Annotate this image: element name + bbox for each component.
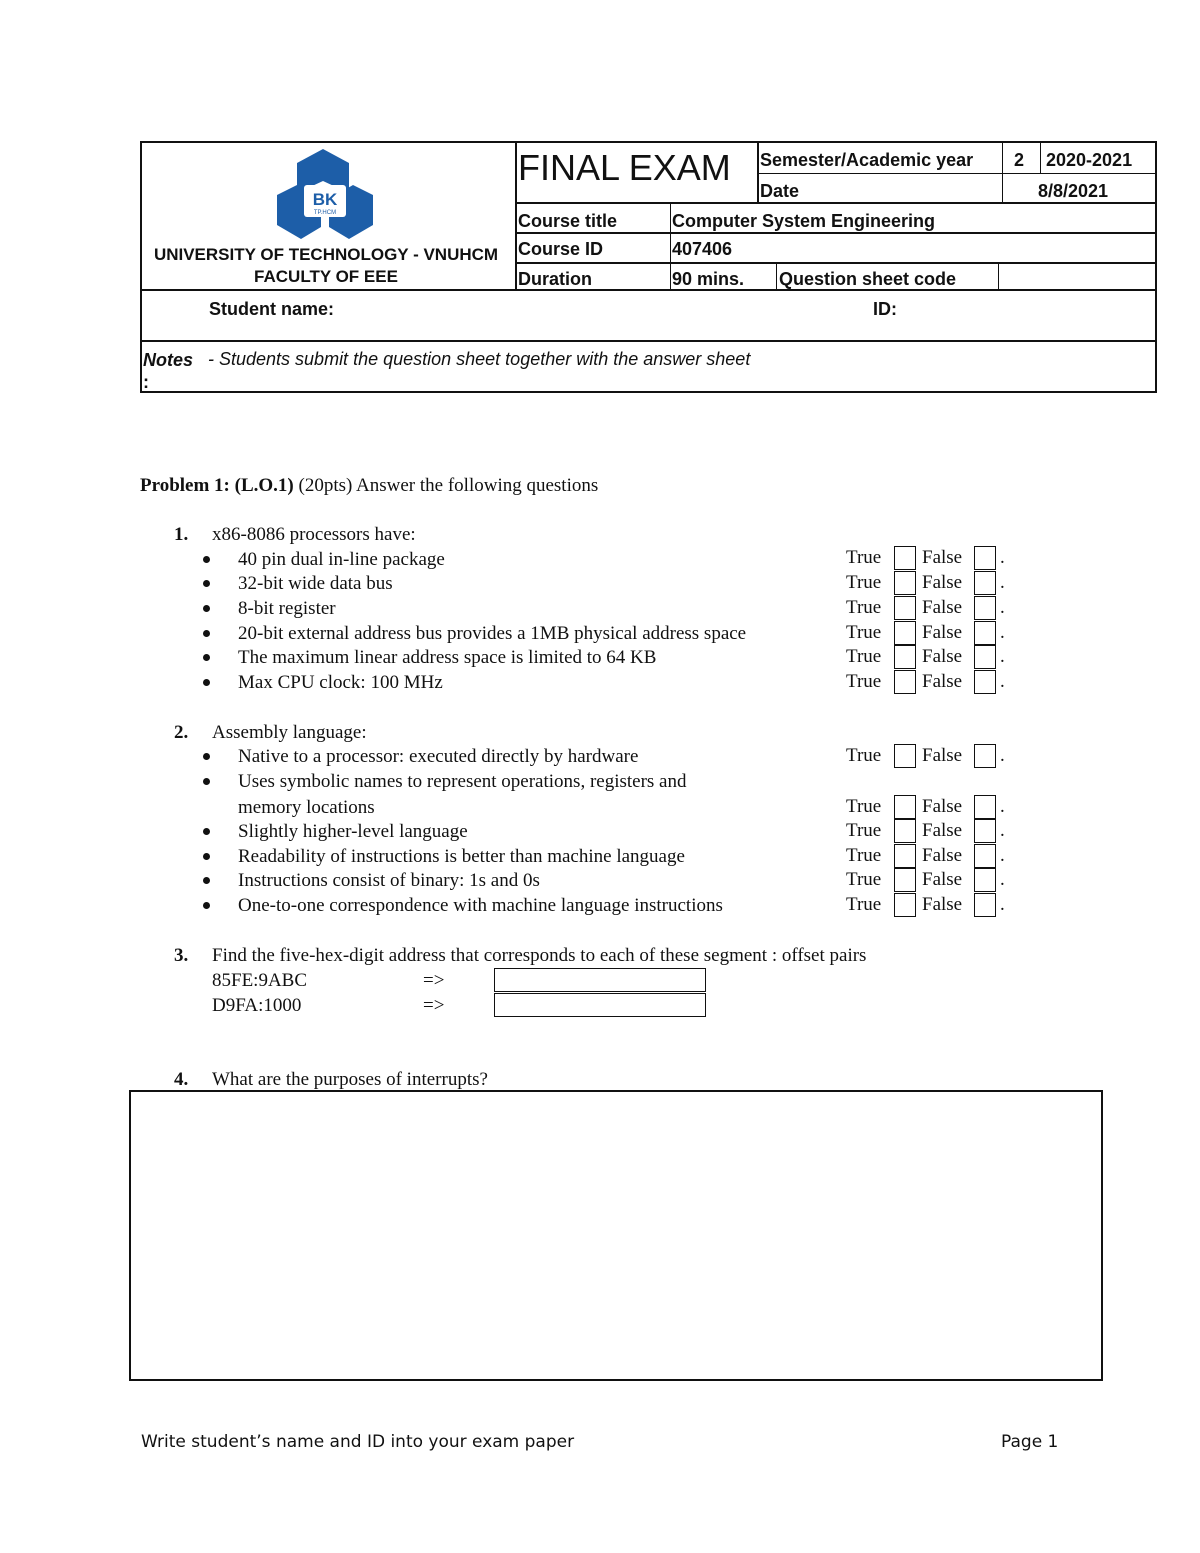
end-dot: . — [1000, 894, 1005, 915]
true-false-choice — [846, 645, 1016, 669]
academic-year-value: 2020-2021 — [1046, 150, 1133, 170]
university-name: UNIVERSITY OF TECHNOLOGY - VNUHCM — [153, 245, 499, 264]
end-dot: . — [1000, 796, 1005, 817]
course-id-label: Course ID — [518, 239, 604, 259]
date-value: 8/8/2021 — [1038, 181, 1109, 201]
question-2-text: Assembly language: — [212, 722, 367, 743]
false-label: False — [922, 745, 963, 766]
false-label: False — [922, 796, 963, 817]
true-checkbox[interactable] — [894, 596, 916, 620]
student-id-label: ID: — [873, 299, 897, 319]
bullet-icon — [203, 556, 210, 563]
true-checkbox[interactable] — [894, 546, 916, 570]
true-label: True — [846, 869, 882, 890]
q2-item-5: Instructions consist of binary: 1s and 0s — [238, 870, 540, 891]
q2-item-3: Slightly higher-level language — [238, 821, 468, 842]
true-checkbox[interactable] — [894, 571, 916, 595]
bullet-icon — [203, 853, 210, 860]
false-label: False — [922, 820, 963, 841]
q1-item-4: 20-bit external address bus provides a 1MB physical address space — [238, 623, 747, 644]
exam-title: FINAL EXAM — [518, 147, 731, 188]
false-label: False — [922, 597, 963, 618]
notes-label: Notes — [143, 350, 194, 370]
q1-item-1: 40 pin dual in-line package — [238, 549, 445, 570]
question-1-number: 1. — [174, 524, 189, 545]
true-checkbox[interactable] — [894, 844, 916, 868]
header-divider — [515, 141, 517, 291]
q1-item-6: Max CPU clock: 100 MHz — [238, 672, 443, 693]
false-checkbox[interactable] — [974, 571, 996, 595]
q2-item-1: Native to a processor: executed directly by hardware — [238, 746, 639, 767]
logo-text: BK — [312, 190, 338, 209]
arrow: => — [423, 995, 445, 1016]
true-false-choice — [846, 546, 1016, 570]
false-checkbox[interactable] — [974, 744, 996, 768]
header-divider — [1040, 141, 1041, 174]
true-checkbox[interactable] — [894, 795, 916, 819]
true-checkbox[interactable] — [894, 670, 916, 694]
footer-instruction: Write student’s name and ID into your exam paper — [141, 1432, 575, 1452]
header-divider — [516, 262, 1157, 264]
end-dot: . — [1000, 845, 1005, 866]
question-2-number: 2. — [174, 722, 189, 743]
false-label: False — [922, 845, 963, 866]
true-false-choice — [846, 596, 1016, 620]
end-dot: . — [1000, 572, 1005, 593]
logo-subtext: TP.HCM — [313, 210, 337, 216]
false-label: False — [922, 869, 963, 890]
false-label: False — [922, 622, 963, 643]
header-divider — [1002, 141, 1003, 203]
true-false-choice — [846, 670, 1016, 694]
question-3-text: Find the five-hex-digit address that corresponds to each of these segment : offset pairs — [212, 945, 867, 966]
end-dot: . — [1000, 869, 1005, 890]
q2-item-2: Uses symbolic names to represent operations, registers and — [238, 771, 687, 792]
true-label: True — [846, 622, 882, 643]
true-label: True — [846, 820, 882, 841]
q2-item-6: One-to-one correspondence with machine language instructions — [238, 895, 723, 916]
duration-label: Duration — [518, 269, 592, 289]
true-checkbox[interactable] — [894, 893, 916, 917]
bullet-icon — [203, 654, 210, 661]
false-checkbox[interactable] — [974, 819, 996, 843]
duration-value: 90 mins. — [672, 269, 745, 289]
end-dot: . — [1000, 745, 1005, 766]
true-false-choice — [846, 819, 1016, 843]
problem-heading-rest: (20pts) Answer the following questions — [298, 475, 599, 496]
false-checkbox[interactable] — [974, 645, 996, 669]
true-checkbox[interactable] — [894, 645, 916, 669]
true-false-choice — [846, 571, 1016, 595]
address-answer-field[interactable] — [494, 968, 706, 992]
q1-item-5: The maximum linear address space is limited to 64 KB — [238, 647, 657, 668]
student-name-label: Student name: — [209, 299, 335, 319]
true-false-choice — [846, 868, 1016, 892]
end-dot: . — [1000, 597, 1005, 618]
problem-heading-bold: Problem 1: (L.O.1) — [140, 475, 294, 496]
faculty-name: FACULTY OF EEE — [254, 267, 398, 286]
header-divider — [998, 263, 999, 291]
q2-item-4: Readability of instructions is better than machine language — [238, 846, 685, 867]
question-4-number: 4. — [174, 1069, 189, 1090]
course-title-value: Computer System Engineering — [672, 211, 936, 231]
notes-text: - Students submit the question sheet together with the answer sheet — [208, 349, 751, 369]
q1-item-3: 8-bit register — [238, 598, 336, 619]
bullet-icon — [203, 778, 210, 785]
true-label: True — [846, 597, 882, 618]
header-divider — [140, 340, 1157, 342]
header-divider — [140, 289, 1157, 291]
false-checkbox[interactable] — [974, 893, 996, 917]
semester-label: Semester/Academic year — [760, 150, 974, 170]
segment-offset-pair: D9FA:1000 — [212, 995, 302, 1016]
header-divider — [757, 141, 759, 203]
true-checkbox[interactable] — [894, 819, 916, 843]
bullet-icon — [203, 679, 210, 686]
false-checkbox[interactable] — [974, 546, 996, 570]
bullet-icon — [203, 828, 210, 835]
true-false-choice — [846, 744, 1016, 768]
bullet-icon — [203, 630, 210, 637]
true-label: True — [846, 845, 882, 866]
true-label: True — [846, 547, 882, 568]
course-title-label: Course title — [518, 211, 618, 231]
true-false-choice — [846, 893, 1016, 917]
question-4-text: What are the purposes of interrupts? — [212, 1069, 488, 1090]
true-label: True — [846, 894, 882, 915]
question-sheet-code-label: Question sheet code — [779, 269, 957, 289]
end-dot: . — [1000, 622, 1005, 643]
true-checkbox[interactable] — [894, 621, 916, 645]
true-label: True — [846, 671, 882, 692]
question-1-text: x86-8086 processors have: — [212, 524, 416, 545]
notes-colon: : — [143, 372, 149, 392]
course-id-value: 407406 — [672, 239, 733, 259]
true-label: True — [846, 745, 882, 766]
header-divider — [776, 263, 777, 291]
false-checkbox[interactable] — [974, 868, 996, 892]
true-label: True — [846, 796, 882, 817]
bullet-icon — [203, 605, 210, 612]
header-divider — [516, 232, 1157, 234]
question-3-number: 3. — [174, 945, 189, 966]
university-logo — [275, 147, 375, 243]
date-label: Date — [760, 181, 800, 201]
q2-item-2-continued: memory locations — [238, 797, 375, 818]
false-label: False — [922, 671, 963, 692]
true-checkbox[interactable] — [894, 744, 916, 768]
end-dot: . — [1000, 820, 1005, 841]
true-false-choice — [846, 621, 1016, 645]
true-checkbox[interactable] — [894, 868, 916, 892]
bullet-icon — [203, 580, 210, 587]
false-label: False — [922, 646, 963, 667]
end-dot: . — [1000, 547, 1005, 568]
false-label: False — [922, 894, 963, 915]
true-false-choice — [846, 795, 1016, 819]
q1-item-2: 32-bit wide data bus — [238, 573, 393, 594]
page-number: Page 1 — [1001, 1432, 1059, 1452]
false-checkbox[interactable] — [974, 795, 996, 819]
false-checkbox[interactable] — [974, 596, 996, 620]
arrow: => — [423, 970, 445, 991]
bullet-icon — [203, 753, 210, 760]
bullet-icon — [203, 877, 210, 884]
segment-offset-pair: 85FE:9ABC — [212, 970, 308, 991]
true-label: True — [846, 646, 882, 667]
header-divider — [758, 173, 1157, 174]
true-label: True — [846, 572, 882, 593]
false-label: False — [922, 572, 963, 593]
false-checkbox[interactable] — [974, 844, 996, 868]
interrupts-answer-box[interactable] — [129, 1090, 1103, 1381]
true-false-choice — [846, 844, 1016, 868]
header-divider — [516, 202, 1157, 204]
end-dot: . — [1000, 671, 1005, 692]
address-answer-field[interactable] — [494, 993, 706, 1017]
false-checkbox[interactable] — [974, 670, 996, 694]
problem-heading — [140, 476, 598, 495]
bullet-icon — [203, 902, 210, 909]
false-checkbox[interactable] — [974, 621, 996, 645]
semester-value: 2 — [1014, 150, 1025, 170]
header-divider — [670, 203, 671, 291]
end-dot: . — [1000, 646, 1005, 667]
false-label: False — [922, 547, 963, 568]
